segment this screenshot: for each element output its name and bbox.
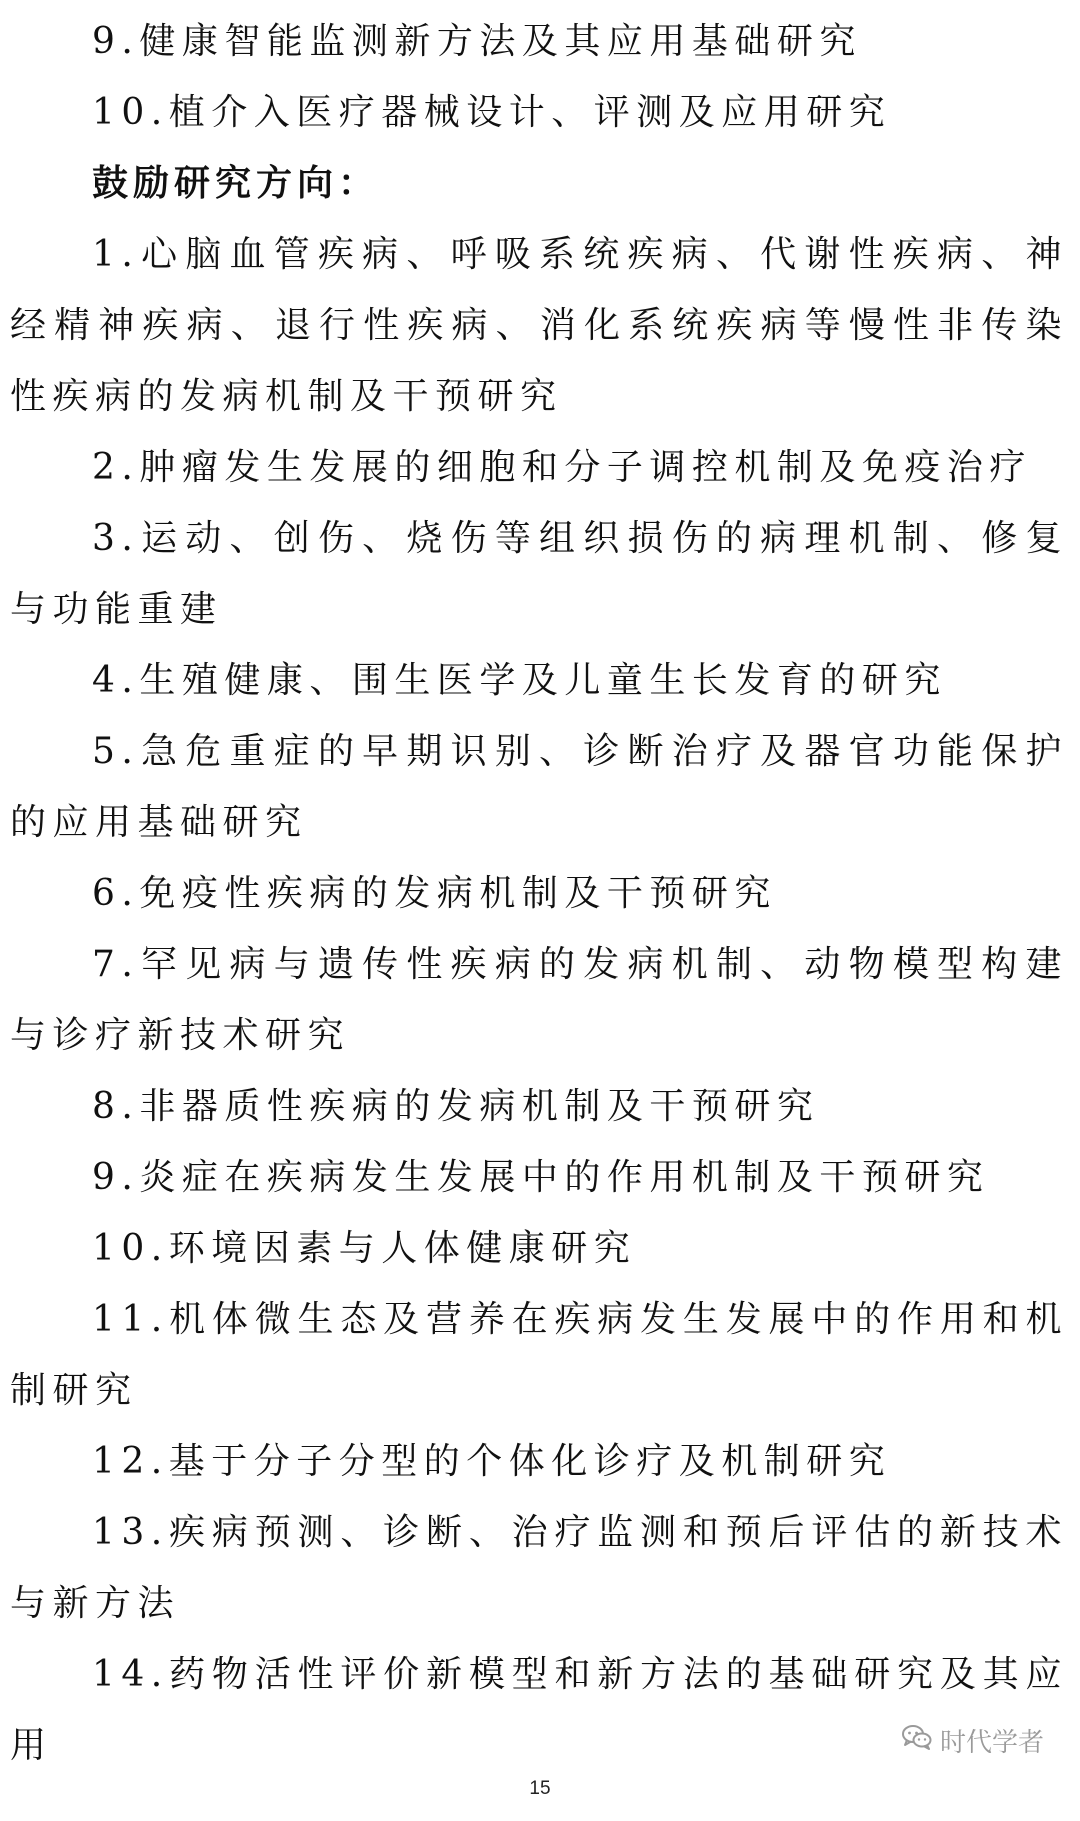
list-item: 6.免疫性疾病的发病机制及干预研究 <box>92 873 777 914</box>
page-number: 15 <box>529 1778 551 1799</box>
list-item: 14.药物活性评价新模型和新方法的基础研究及其应用 <box>10 1654 1068 1766</box>
document-body <box>10 6 1068 1781</box>
section-heading: 鼓励研究方向： <box>92 163 380 204</box>
list-item: 4.生殖健康、围生医学及儿童生长发育的研究 <box>92 660 947 701</box>
watermark-label: 时代学者 <box>939 1728 1044 1758</box>
list-item: 1.心脑血管疾病、呼吸系统疾病、代谢性疾病、神经精神疾病、退行性疾病、消化系统疾病等慢性非传染性疾病的发病机制及干预研究 <box>10 234 1068 417</box>
list-item: 12.基于分子分型的个体化诊疗及机制研究 <box>92 1441 892 1482</box>
list-item: 10.环境因素与人体健康研究 <box>92 1228 637 1269</box>
list-item: 3.运动、创伤、烧伤等组织损伤的病理机制、修复与功能重建 <box>10 518 1068 630</box>
list-item: 13.疾病预测、诊断、治疗监测和预后评估的新技术与新方法 <box>10 1512 1068 1624</box>
list-item: 8.非器质性疾病的发病机制及干预研究 <box>92 1086 820 1127</box>
list-item: 10.植介入医疗器械设计、评测及应用研究 <box>92 92 892 133</box>
list-item: 11.机体微生态及营养在疾病发生发展中的作用和机制研究 <box>10 1299 1068 1411</box>
list-item: 9.炎症在疾病发生发展中的作用机制及干预研究 <box>92 1157 990 1198</box>
list-item: 2.肿瘤发生发展的细胞和分子调控机制及免疫治疗 <box>92 447 1032 488</box>
list-item: 5.急危重症的早期识别、诊断治疗及器官功能保护的应用基础研究 <box>10 731 1068 843</box>
list-item: 9.健康智能监测新方法及其应用基础研究 <box>92 21 862 62</box>
watermark <box>902 1722 1044 1759</box>
list-item: 7.罕见病与遗传性疾病的发病机制、动物模型构建与诊疗新技术研究 <box>10 944 1068 1056</box>
wechat-icon <box>902 1724 932 1757</box>
